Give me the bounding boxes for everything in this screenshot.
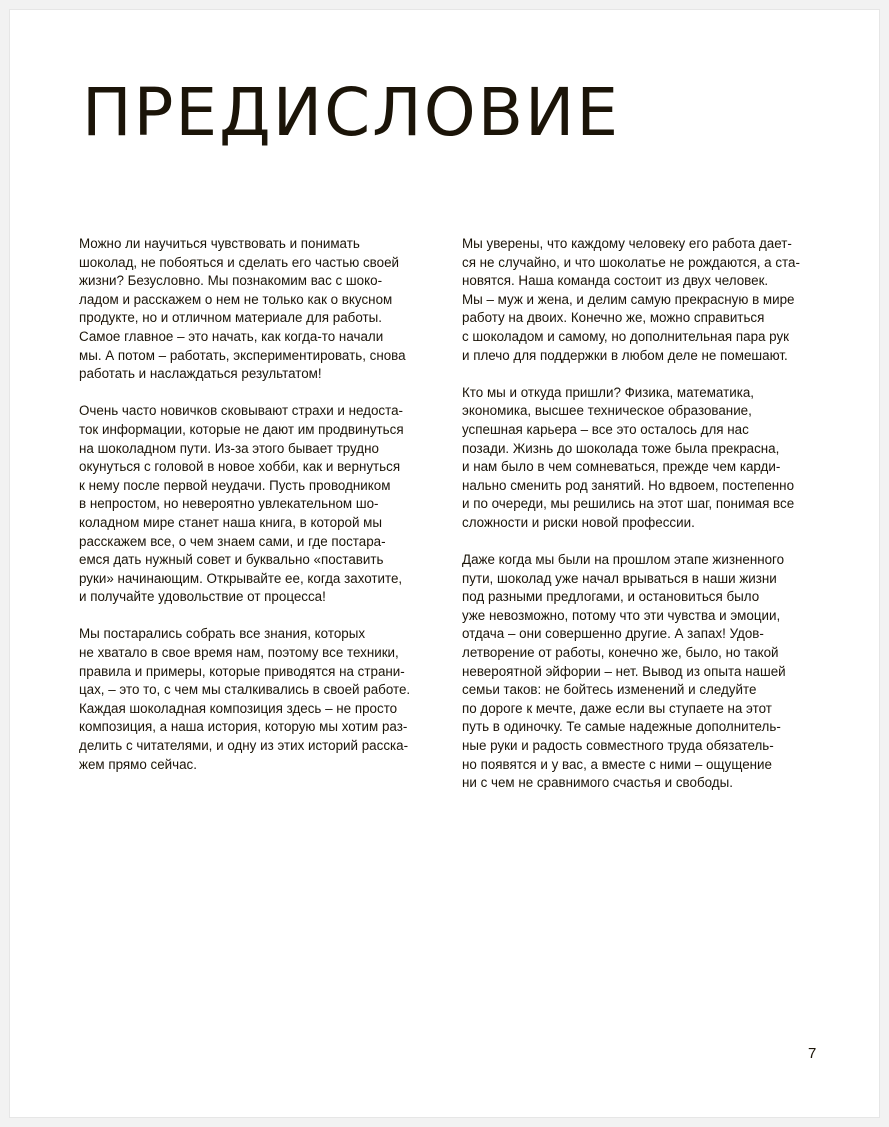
paragraph	[462, 235, 812, 365]
text-line: мы. А потом – работать, экспериментировать, снова	[79, 347, 406, 363]
text-line: шоколад, не побояться и сделать его частью своей	[79, 254, 400, 270]
text-line: продукте, но и отличном материале для работы.	[79, 310, 382, 326]
text-line: цах, – это то, с чем мы сталкивались в своей работе.	[79, 682, 411, 698]
text-line: делить с читателями, и одну из этих историй расска-	[79, 738, 409, 754]
text-line: по дороге к мечте, даже если вы ступаете на этот	[462, 700, 772, 716]
text-line: отдача – они совершенно другие. А запах! Удов-	[462, 626, 764, 642]
text-line: уже невозможно, потому что эти чувства и эмоции,	[462, 607, 781, 623]
text-line: ни с чем не сравнимого счастья и свободы.	[462, 775, 733, 791]
page-number: 7	[808, 1045, 817, 1062]
page-title: ПРЕДИСЛОВИЕ	[82, 74, 621, 151]
text-line: емся дать нужный совет и буквально «поставить	[79, 552, 384, 568]
text-line: Мы – муж и жена, и делим самую прекрасную в мире	[462, 291, 795, 307]
text-line: летворение от работы, конечно же, было, но такой	[462, 645, 779, 661]
text-line: расскажем все, о чем знаем сами, и где постара-	[79, 533, 386, 549]
paragraph	[79, 402, 429, 607]
text-line: Каждая шоколадная композиция здесь – не просто	[79, 700, 398, 716]
text-line: правила и примеры, которые приводятся на страни-	[79, 663, 405, 679]
text-line: новятся. Наша команда состоит из двух человек.	[462, 273, 769, 289]
text-line: композиция, а наша история, которую мы хотим раз-	[79, 719, 408, 735]
text-line: к нему после первой неудачи. Пусть проводником	[79, 477, 391, 493]
paragraph	[462, 384, 812, 533]
text-line: позади. Жизнь до шоколада тоже была прекрасна,	[462, 440, 780, 456]
text-line: жизни? Безусловно. Мы познакомим вас с шоко-	[79, 273, 383, 289]
text-column-left	[79, 235, 429, 793]
text-line: работу на двоих. Конечно же, можно справиться	[462, 310, 765, 326]
text-line: на шоколадном пути. Из-за этого бывает трудно	[79, 440, 379, 456]
text-line: ные руки и радость совместного труда обязатель-	[462, 738, 774, 754]
paragraph	[79, 235, 429, 384]
text-line: Даже когда мы были на прошлом этапе жизненного	[462, 552, 785, 568]
text-line: работать и наслаждаться результатом!	[79, 366, 322, 382]
paragraph	[79, 625, 429, 774]
text-line: не хватало в свое время нам, поэтому все техники,	[79, 645, 399, 661]
text-line: с шоколадом и самому, но дополнительная пара рук	[462, 328, 790, 344]
text-line: экономика, высшее техническое образование,	[462, 403, 752, 419]
text-line: ток информации, которые не дают им продвинуться	[79, 421, 404, 437]
text-line: сложности и риски новой профессии.	[462, 514, 695, 530]
text-line: невероятной эйфории – нет. Вывод из опыта нашей	[462, 663, 786, 679]
text-line: нально сменить род занятий. Но вдвоем, постепенно	[462, 477, 795, 493]
book-page	[10, 10, 879, 1117]
text-line: и получайте удовольствие от процесса!	[79, 589, 326, 605]
text-line: ся не случайно, и что шоколатье не рождаются, а ста-	[462, 254, 800, 270]
text-line: Мы постарались собрать все знания, которых	[79, 626, 366, 642]
text-line: в непростом, но невероятно увлекательном шо-	[79, 496, 379, 512]
text-line: под разными предлогами, и остановиться было	[462, 589, 760, 605]
text-line: Кто мы и откуда пришли? Физика, математика,	[462, 384, 755, 400]
text-line: путь в одиночку. Те самые надежные дополнитель-	[462, 719, 781, 735]
text-line: коладном мире станет наша книга, в которой мы	[79, 514, 382, 530]
text-column-right	[462, 235, 812, 811]
text-line: успешная карьера – все это осталось для нас	[462, 421, 749, 437]
text-line: ладом и расскажем о нем не только как о вкусном	[79, 291, 393, 307]
text-line: руки» начинающим. Открывайте ее, когда захотите,	[79, 570, 403, 586]
text-line: окунуться с головой в новое хобби, как и вернуться	[79, 459, 401, 475]
text-line: и нам было в чем сомневаться, прежде чем карди-	[462, 459, 781, 475]
text-line: но появятся и у вас, а вместе с ними – ощущение	[462, 756, 772, 772]
text-line: и плечо для поддержки в любом деле не помешают.	[462, 347, 788, 363]
text-line: пути, шоколад уже начал врываться в наши жизни	[462, 570, 777, 586]
text-line: жем прямо сейчас.	[79, 756, 197, 772]
text-line: семьи таков: не бойтесь изменений и следуйте	[462, 682, 757, 698]
paragraph	[462, 551, 812, 793]
text-line: Очень часто новичков сковывают страхи и недоста-	[79, 403, 404, 419]
text-line: Самое главное – это начать, как когда-то начали	[79, 328, 384, 344]
text-line: Можно ли научиться чувствовать и понимать	[79, 236, 360, 251]
text-line: и по очереди, мы решились на этот шаг, понимая все	[462, 496, 795, 512]
text-line: Мы уверены, что каждому человеку его работа дает-	[462, 236, 792, 251]
